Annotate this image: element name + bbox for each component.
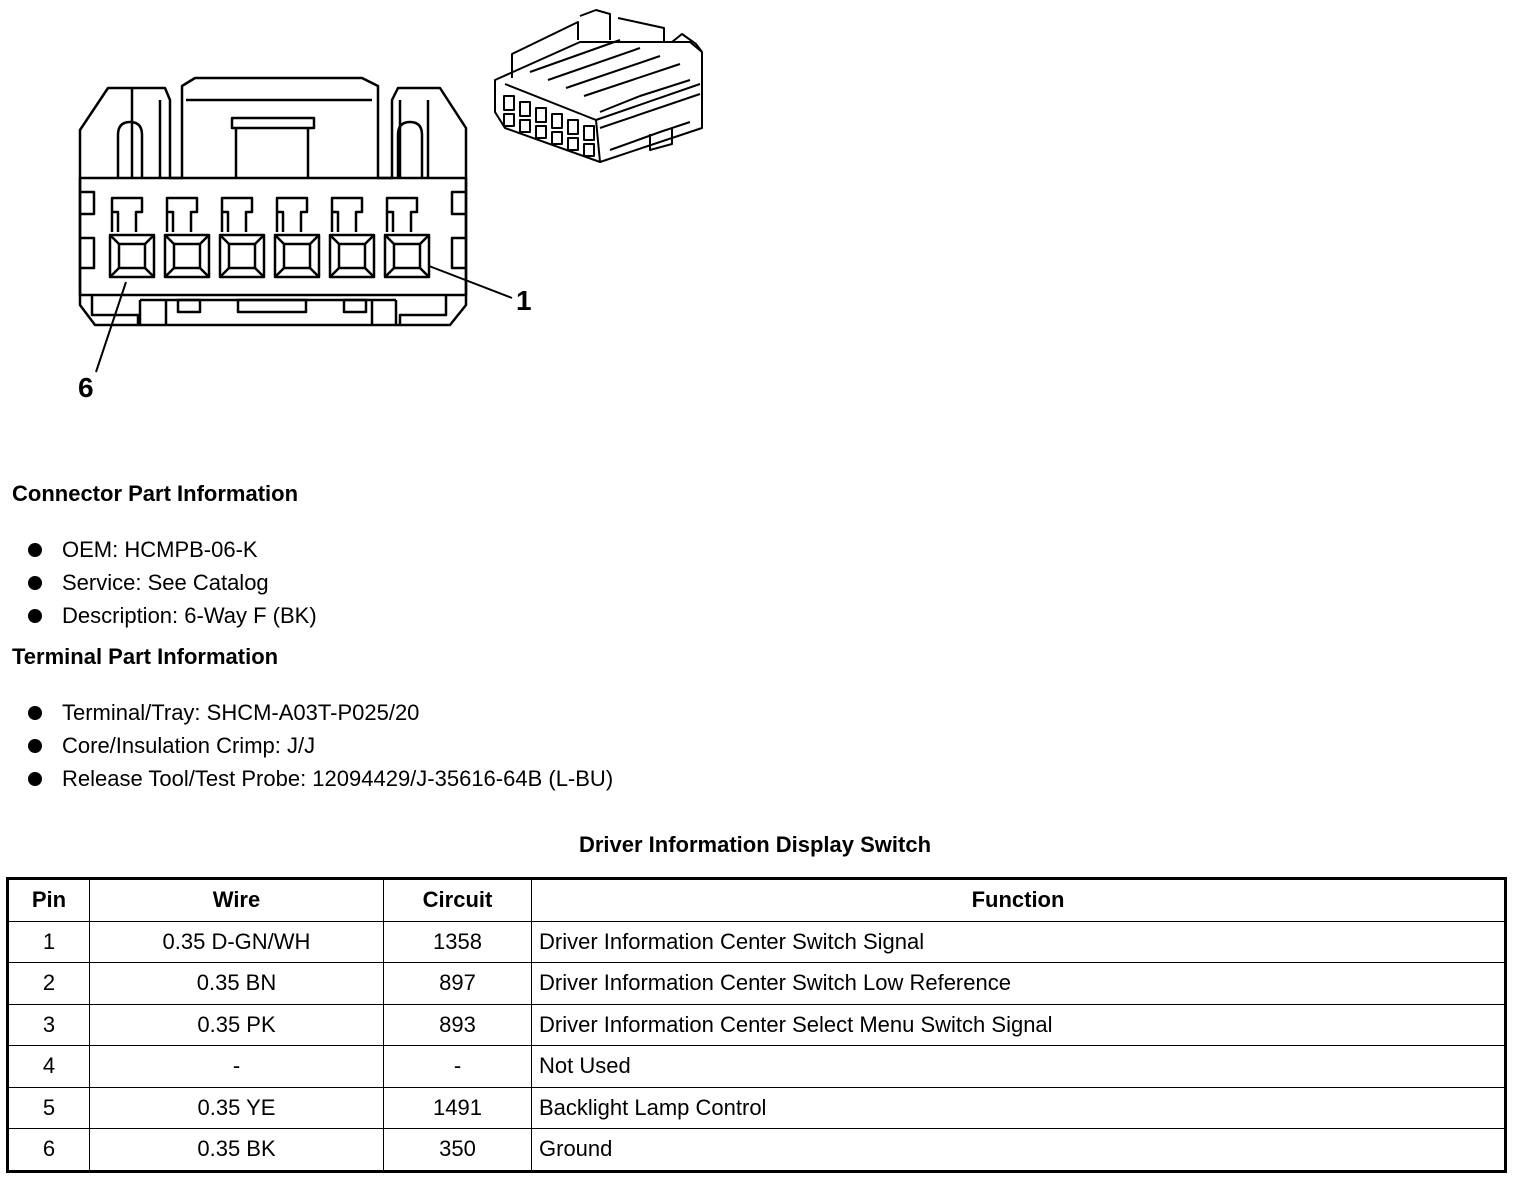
cell-pin: 5 [8,1087,90,1129]
cell-pin: 1 [8,921,90,963]
cell-wire: 0.35 YE [90,1087,384,1129]
connector-housing [80,78,466,325]
isometric-cavities [504,96,594,156]
terminal-latches [112,198,417,232]
cell-wire: 0.35 D-GN/WH [90,921,384,963]
column-header-circuit: Circuit [384,879,532,922]
left-latch [118,122,142,178]
cell-wire: 0.35 PK [90,1004,384,1046]
bullet-icon [28,609,42,623]
leader-line-pin-1 [429,266,512,298]
pinout-table [6,877,1507,1173]
cell-circuit: - [384,1046,532,1088]
cavity-pin-3 [275,235,319,277]
cell-function: Driver Information Center Select Menu Switch Signal [532,1004,1506,1046]
cell-pin: 4 [8,1046,90,1088]
cell-function: Backlight Lamp Control [532,1087,1506,1129]
bullet-icon [28,739,42,753]
cavity-pin-2 [330,235,374,277]
list-item: Release Tool/Test Probe: 12094429/J-35616-64B (L-BU) [28,762,613,795]
cell-circuit: 350 [384,1129,532,1172]
cell-function: Driver Information Center Switch Signal [532,921,1506,963]
connector-info-title: Connector Part Information [12,481,299,506]
bullet-icon [28,706,42,720]
list-item: Terminal/Tray: SHCM-A03T-P025/20 [28,696,613,729]
column-header-function: Function [532,879,1506,922]
cell-function: Not Used [532,1046,1506,1088]
table-title: Driver Information Display Switch [578,832,932,857]
table-row [8,921,1506,963]
table-row [8,1004,1506,1046]
connector-face-diagram [0,0,720,420]
connector-info-list [28,533,317,632]
callout-pin-6: 6 [78,372,94,403]
callout-pin-1: 1 [516,285,532,316]
bullet-icon [28,576,42,590]
cell-circuit: 897 [384,963,532,1005]
terminal-info-title: Terminal Part Information [12,644,279,669]
table-row [8,1129,1506,1172]
column-header-wire: Wire [90,879,384,922]
cell-circuit: 1358 [384,921,532,963]
cell-wire: 0.35 BK [90,1129,384,1172]
table-header-row [8,879,1506,922]
cell-pin: 6 [8,1129,90,1172]
terminal-info-list [28,696,613,795]
cell-wire: - [90,1046,384,1088]
top-lock [186,100,372,178]
list-item: Description: 6-Way F (BK) [28,599,317,632]
bullet-icon [28,772,42,786]
cavity-pin-6 [110,235,154,277]
column-header-pin: Pin [8,879,90,922]
list-item: Service: See Catalog [28,566,317,599]
cell-function: Ground [532,1129,1506,1172]
terminal-cavities [110,235,429,277]
cell-function: Driver Information Center Switch Low Reference [532,963,1506,1005]
table-row [8,963,1506,1005]
cell-wire: 0.35 BN [90,963,384,1005]
cavity-pin-4 [220,235,264,277]
cell-pin: 2 [8,963,90,1005]
table-row [8,1087,1506,1129]
list-item: Core/Insulation Crimp: J/J [28,729,613,762]
cavity-pin-5 [165,235,209,277]
list-item: OEM: HCMPB-06-K [28,533,317,566]
table-row [8,1046,1506,1088]
right-latch [398,122,422,178]
cavity-pin-1 [385,235,429,277]
cell-circuit: 893 [384,1004,532,1046]
bullet-icon [28,543,42,557]
connector-isometric-view [495,10,702,162]
cell-circuit: 1491 [384,1087,532,1129]
cell-pin: 3 [8,1004,90,1046]
